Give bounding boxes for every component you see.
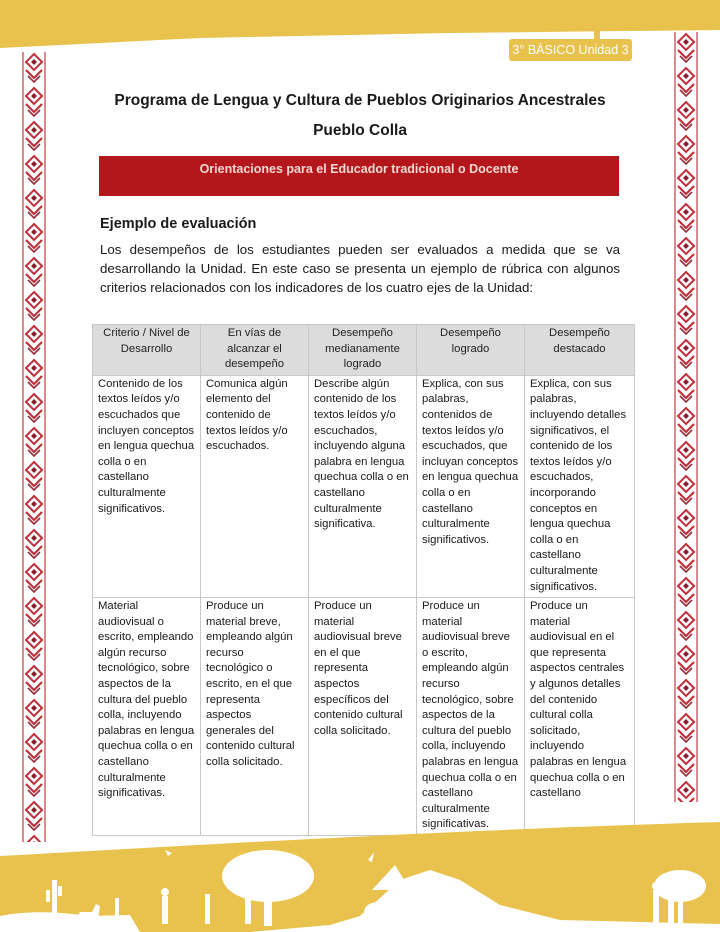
section-heading: Ejemplo de evaluación <box>100 216 257 232</box>
table-cell: Produce un material audiovisual breve o escrito, empleando algún recurso tecnológico, sobre aspectos de la cultura del pueblo colla, incluyendo palabras en lengua quechua colla o en castellano culturalmente significativas. <box>417 598 525 836</box>
table-cell: Produce un material audiovisual breve en el que representa aspectos específicos del contenido cultural colla solicitado. <box>309 598 417 836</box>
table-cell: Produce un material breve, empleando algún recurso tecnológico o escrito, en el que representa aspectos generales del contenido cultural colla solicitado. <box>201 598 309 836</box>
table-cell: Material audiovisual o escrito, empleando algún recurso tecnológico, sobre aspectos de la cultura del pueblo colla, incluyendo palabras en lengua quechua colla o en castellano culturalmente significativas. <box>93 598 201 836</box>
table-row <box>93 598 635 836</box>
educator-guidance-banner: Orientaciones para el Educador tradicional o Docente <box>99 156 619 196</box>
intro-paragraph: Los desempeños de los estudiantes pueden ser evaluados a medida que se va desarrollando la Unidad. En este caso se presenta un ejemplo de rúbrica con algunos criterios relacionados con los indicadores de los cuatro ejes de la Unidad: <box>100 242 620 295</box>
evaluation-rubric-table <box>92 324 635 836</box>
header-medianamente-logrado: Desempeño medianamente logrado <box>309 325 417 376</box>
woven-border-right <box>673 32 699 802</box>
header-criterio: Criterio / Nivel de Desarrollo <box>93 325 201 376</box>
woven-border-left <box>21 52 47 842</box>
footer-landscape-illustration <box>0 820 720 932</box>
unit-badge: 3° BÁSICO Unidad 3 <box>509 39 632 61</box>
table-cell: Comunica algún elemento del contenido de textos leídos y/o escuchados. <box>201 375 309 597</box>
program-title: Programa de Lengua y Cultura de Pueblos Originarios Ancestrales <box>114 92 606 109</box>
header-en-vias: En vías de alcanzar el desempeño <box>201 325 309 376</box>
people-title: Pueblo Colla <box>313 122 407 139</box>
table-cell: Describe algún contenido de los textos leídos y/o escuchados, incluyendo alguna palabra en lengua quechua colla o en castellano culturalmente significativa. <box>309 375 417 597</box>
header-destacado: Desempeño destacado <box>525 325 635 376</box>
table-row <box>93 375 635 597</box>
table-cell: Contenido de los textos leídos y/o escuchados que incluyen conceptos en lengua quechua colla o en castellano culturalmente significativos. <box>93 375 201 597</box>
header-logrado: Desempeño logrado <box>417 325 525 376</box>
table-cell: Explica, con sus palabras, incluyendo detalles significativos, el contenido de los textos leídos y/o escuchados, incorporando conceptos en lengua quechua colla o en castellano culturalmente significativos. <box>525 375 635 597</box>
table-cell: Explica, con sus palabras, contenidos de textos leídos y/o escuchados, que incluyan conceptos en lengua quechua colla o en castellano culturalmente significativos. <box>417 375 525 597</box>
table-header-row <box>93 325 635 376</box>
table-cell: Produce un material audiovisual en el que representa aspectos centrales y algunos detalles del contenido cultural colla solicitado, incluyendo palabras en lengua quechua colla o en castellano <box>525 598 635 836</box>
